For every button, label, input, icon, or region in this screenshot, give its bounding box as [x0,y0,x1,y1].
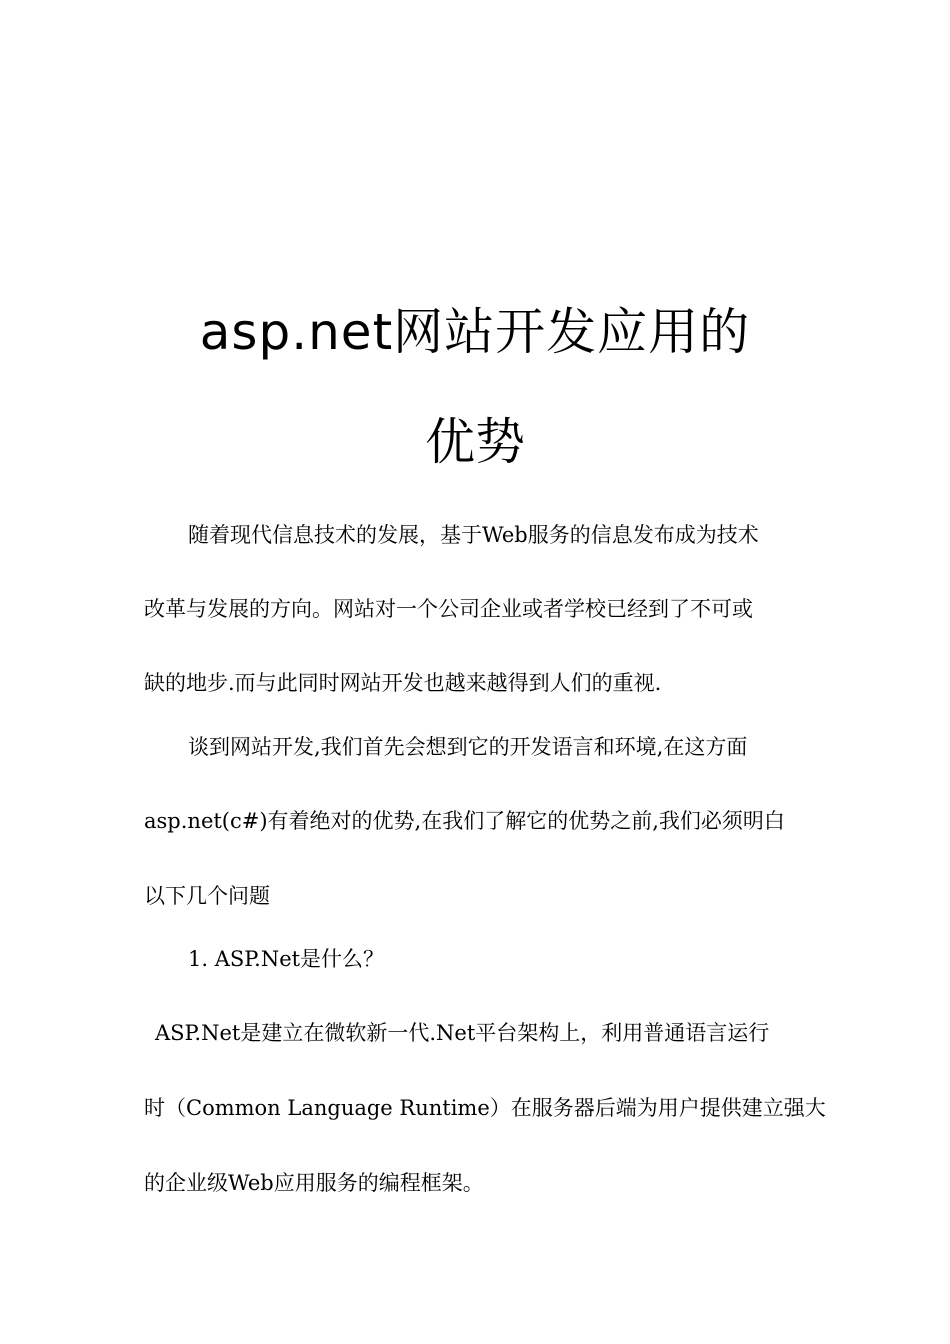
title-line-2: 优势 [425,413,525,471]
paragraph-line-10: 的企业级Web应用服务的编程框架。 [144,1171,484,1195]
paragraph-line-6: 以下几个问题 [144,884,270,908]
paragraph-line-4: 谈到网站开发,我们首先会想到它的开发语言和环境,在这方面 [188,735,748,759]
paragraph-line-3: 缺的地步.而与此同时网站开发也越来越得到人们的重视. [144,671,662,695]
paragraph-line-5: asp.net(c#)有着绝对的优势,在我们了解它的优势之前,我们必须明白 [144,809,785,833]
paragraph-line-1: 随着现代信息技术的发展，基于Web服务的信息发布成为技术 [188,523,759,547]
title-line-1: asp.net网站开发应用的 [199,303,751,361]
paragraph-line-8: ASP.Net是建立在微软新一代.Net平台架构上，利用普通语言运行 [155,1021,770,1045]
list-item-1: 1. ASP.Net是什么？ [188,947,385,971]
paragraph-line-9: 时（Common Language Runtime）在服务器后端为用户提供建立强大 [144,1096,826,1120]
paragraph-line-2: 改革与发展的方向。网站对一个公司企业或者学校已经到了不可或 [144,597,753,621]
